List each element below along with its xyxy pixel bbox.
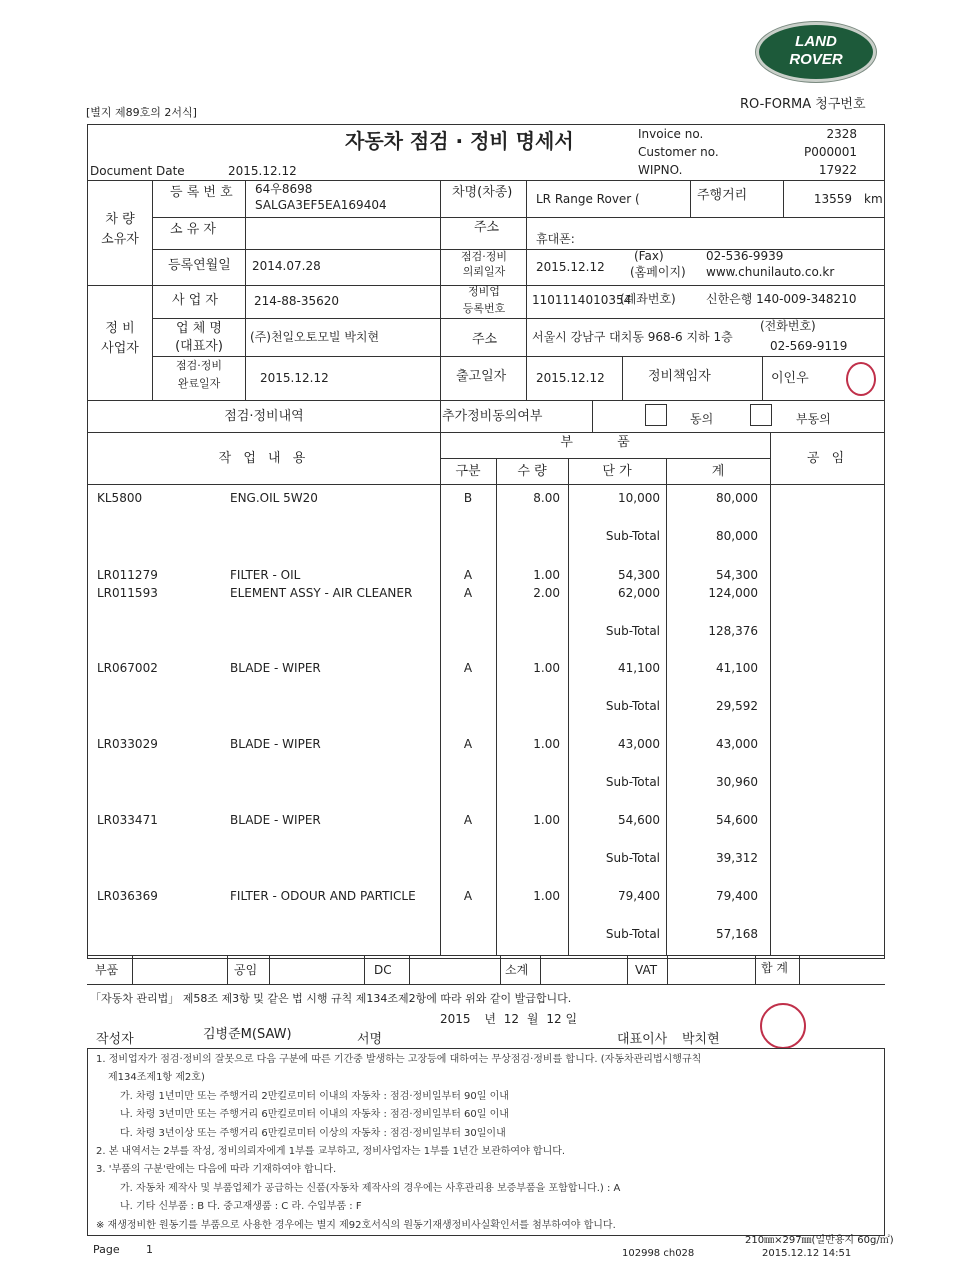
website: www.chunilauto.co.kr — [706, 265, 835, 279]
issue-date: 2015 년 12 월 12 일 — [440, 1012, 578, 1026]
part-line-total: 124,000 — [708, 586, 758, 600]
mileage: 13559 — [813, 192, 852, 206]
invoice-label: Invoice no. — [638, 127, 704, 141]
part-description: FILTER - OIL — [230, 568, 301, 582]
business-number: 214-88-35620 — [254, 294, 340, 308]
writer-name: 김병준M(SAW) — [203, 1027, 292, 1042]
fax-label: (Fax) — [634, 249, 664, 263]
business-number-label: 사 업 자 — [172, 293, 218, 308]
work-content-header: 작 업 내 용 — [218, 451, 310, 466]
part-line-total: 79,400 — [716, 889, 758, 903]
subtotal-label: Sub-Total — [605, 699, 660, 713]
part-code: LR033471 — [97, 813, 158, 827]
subtotal-label: Sub-Total — [605, 529, 660, 543]
part-unit-price: 62,000 — [618, 586, 660, 600]
invoice-number: 2328 — [826, 127, 857, 141]
note-line: 1. 정비업자가 점검·정비의 잘못으로 다음 구분에 따른 기간중 발생하는 고장등에 대하여는 무상점검·정비를 합니다. (자동차관리법시행규칙 — [96, 1054, 702, 1065]
page-label: Page — [93, 1243, 120, 1256]
total-subtotal-label: 소계 — [505, 963, 529, 977]
part-unit-price: 43,000 — [618, 737, 660, 751]
vin: SALGA3EF5EA169404 — [255, 198, 387, 212]
reg-number: 64우8698 — [255, 182, 313, 196]
part-qty: 1.00 — [533, 737, 560, 751]
phone-label: (전화번호) — [760, 319, 816, 333]
part-line-total: 54,600 — [716, 813, 758, 827]
part-type: B — [463, 491, 473, 505]
part-qty: 1.00 — [533, 813, 560, 827]
part-type: A — [463, 889, 473, 903]
part-qty: 1.00 — [533, 889, 560, 903]
doc-date-label: Document Date — [90, 164, 185, 178]
manager-seal — [846, 362, 876, 396]
part-type: A — [463, 661, 473, 675]
account-label: (계좌번호) — [620, 292, 676, 306]
shop-section-label: 정 비 — [105, 321, 135, 336]
part-description: BLADE - WIPER — [230, 737, 321, 751]
part-unit-price: 41,100 — [618, 661, 660, 675]
part-description: ELEMENT ASSY - AIR CLEANER — [230, 586, 413, 600]
document-code: 102998 ch028 — [622, 1248, 695, 1259]
note-line: 제134조제1항 제2호) — [108, 1072, 205, 1084]
form-number: [별지 제89호의 2서식] — [86, 106, 197, 119]
total-header: 계 — [711, 464, 725, 479]
land-rover-logo: LAND ROVER — [756, 22, 876, 82]
shop-address-label: 주소 — [472, 332, 498, 347]
customer-label: Customer no. — [638, 145, 719, 159]
part-type: A — [463, 586, 473, 600]
vehicle-section-label: 차 량 — [105, 212, 135, 227]
part-line-total: 80,000 — [716, 491, 758, 505]
model: LR Range Rover ( — [536, 192, 640, 206]
part-qty: 1.00 — [533, 568, 560, 582]
part-code: LR011593 — [97, 586, 158, 600]
grand-total-label: 합 계 — [761, 961, 788, 975]
part-unit-price: 54,600 — [618, 813, 660, 827]
disagree-checkbox[interactable] — [750, 404, 772, 426]
subtotal-value: 57,168 — [716, 927, 758, 941]
release-date-label: 출고일자 — [456, 369, 507, 384]
website-label: (홈페이지) — [630, 265, 686, 279]
customer-number: P000001 — [803, 145, 857, 159]
printed-time: 2015.12.12 14:51 — [762, 1248, 852, 1259]
note-line: 가. 차령 1년미만 또는 주행거리 2만킬로미터 이내의 자동차 : 점검·정비일부터 90일 이내 — [120, 1090, 509, 1102]
shop-reg-label: 정비업 — [468, 285, 500, 298]
type-header: 구분 — [455, 464, 481, 479]
note-line: 가. 자동차 제작사 및 부품업체가 공급하는 신품(자동차 제작사의 경우에는 사후관리용 보증부품을 포함합니다.) : A — [120, 1182, 621, 1194]
mileage-label: 주행거리 — [697, 188, 748, 203]
total-dc-label: DC — [374, 963, 392, 977]
signature-label: 서명 — [357, 1032, 383, 1047]
doc-date: 2015.12.12 — [228, 164, 297, 178]
ceo-name: 박치현 — [682, 1032, 720, 1047]
phone-number: 02-569-9119 — [770, 339, 848, 353]
part-code: KL5800 — [97, 491, 143, 505]
mobile-label: 휴대폰: — [536, 232, 575, 246]
part-code: LR033029 — [97, 737, 158, 751]
subtotal-label: Sub-Total — [605, 624, 660, 638]
manager-name: 이인우 — [771, 371, 809, 386]
total-vat-label: VAT — [635, 963, 658, 977]
company-label: 업 체 명 — [176, 321, 222, 336]
completion-date-label: 점검·정비 — [175, 359, 222, 372]
wip-label: WIPNO. — [638, 163, 683, 177]
part-line-total: 54,300 — [716, 568, 758, 582]
note-line: 다. 차령 3년이상 또는 주행거리 6만킬로미터 이상의 자동차 : 점검·정비일부터 30일이내 — [120, 1127, 506, 1139]
part-line-total: 43,000 — [716, 737, 758, 751]
part-type: A — [463, 737, 473, 751]
part-unit-price: 79,400 — [618, 889, 660, 903]
reg-date: 2014.07.28 — [252, 259, 321, 273]
subtotal-value: 128,376 — [708, 624, 758, 638]
subtotal-value: 39,312 — [716, 851, 758, 865]
release-date: 2015.12.12 — [536, 371, 605, 385]
part-code: LR036369 — [97, 889, 158, 903]
part-description: BLADE - WIPER — [230, 661, 321, 675]
part-qty: 8.00 — [533, 491, 560, 505]
bank-account: 신한은행 140-009-348210 — [706, 292, 857, 306]
owner-label: 소 유 자 — [170, 222, 216, 237]
part-description: FILTER - ODOUR AND PARTICLE — [230, 889, 416, 903]
total-labor-label: 공임 — [234, 963, 258, 977]
manager-label: 정비책임자 — [648, 369, 711, 384]
agree-label: 동의 — [690, 412, 714, 426]
company-seal — [760, 1003, 806, 1049]
legal-statement: 「자동차 관리법」 제58조 제3항 및 같은 법 시행 규칙 제134조제2항에 따라 위와 같이 발급합니다. — [90, 992, 572, 1005]
qty-header: 수 량 — [517, 464, 547, 479]
request-date-label: 점검·정비 — [460, 250, 507, 263]
part-code: LR011279 — [97, 568, 158, 582]
details-label: 점검·정비내역 — [224, 409, 304, 424]
paper-spec: 210㎜×297㎜(일반용지 60g/㎡) — [745, 1235, 894, 1246]
note-line: 2. 본 내역서는 2부를 작성, 정비의뢰자에게 1부를 교부하고, 정비사업자는 1부를 1년간 보관하여야 합니다. — [96, 1146, 566, 1157]
company-name: (주)천일오토모빌 박치현 — [250, 330, 380, 344]
fax-number: 02-536-9939 — [706, 249, 784, 263]
mileage-unit: km — [864, 192, 883, 206]
part-qty: 1.00 — [533, 661, 560, 675]
subtotal-value: 30,960 — [716, 775, 758, 789]
subtotal-value: 80,000 — [716, 529, 758, 543]
part-type: A — [463, 568, 473, 582]
part-description: ENG.OIL 5W20 — [230, 491, 318, 505]
notes-box — [87, 1048, 885, 1236]
reg-number-label: 등 록 번 호 — [170, 185, 233, 200]
note-line: 3. '부품의 구분'란에는 다음에 따라 기재하여야 합니다. — [96, 1164, 337, 1176]
part-line-total: 41,100 — [716, 661, 758, 675]
request-date: 2015.12.12 — [536, 260, 605, 274]
owner-address-label: 주소 — [474, 220, 500, 235]
subtotal-label: Sub-Total — [605, 775, 660, 789]
extra-consent-label: 추가정비동의여부 — [442, 409, 543, 424]
completion-date: 2015.12.12 — [260, 371, 329, 385]
reg-date-label: 등록연월일 — [168, 258, 231, 273]
note-line: 나. 차령 3년미만 또는 주행거리 6만킬로미터 이내의 자동차 : 점검·정비일부터 60일 이내 — [120, 1109, 509, 1121]
part-code: LR067002 — [97, 661, 158, 675]
pro-forma-label: RO-FORMA 청구번호 — [740, 97, 866, 112]
agree-checkbox[interactable] — [645, 404, 667, 426]
part-qty: 2.00 — [533, 586, 560, 600]
subtotal-label: Sub-Total — [605, 927, 660, 941]
part-description: BLADE - WIPER — [230, 813, 321, 827]
part-unit-price: 54,300 — [618, 568, 660, 582]
subtotal-label: Sub-Total — [605, 851, 660, 865]
note-line: 나. 기타 신부품 : B 다. 중고재생품 : C 라. 수입부품 : F — [120, 1201, 362, 1213]
subtotal-value: 29,592 — [716, 699, 758, 713]
price-header: 단 가 — [602, 464, 632, 479]
document-title: 자동차 점검 · 정비 명세서 — [345, 129, 574, 153]
note-line: ※ 재생정비한 원동기를 부품으로 사용한 경우에는 별지 제92호서식의 원동기재생정비사실확인서를 첨부하여야 합니다. — [96, 1219, 616, 1231]
wip-number: 17922 — [818, 163, 857, 177]
part-unit-price: 10,000 — [618, 491, 660, 505]
page-number: 1 — [146, 1243, 153, 1256]
part-type: A — [463, 813, 473, 827]
model-label: 차명(차종) — [452, 185, 513, 200]
parts-header: 부 품 — [560, 435, 650, 450]
shop-address: 서울시 강남구 대치동 968-6 지하 1층 — [532, 330, 733, 344]
total-parts-label: 부품 — [95, 963, 119, 977]
totals-bar — [87, 955, 885, 985]
writer-label: 작성자 — [96, 1032, 134, 1047]
labor-header: 공 임 — [806, 451, 849, 466]
ceo-label: 대표이사 — [617, 1032, 668, 1047]
disagree-label: 부동의 — [796, 412, 831, 426]
shop-reg-number: 1101114010354 — [532, 293, 632, 307]
